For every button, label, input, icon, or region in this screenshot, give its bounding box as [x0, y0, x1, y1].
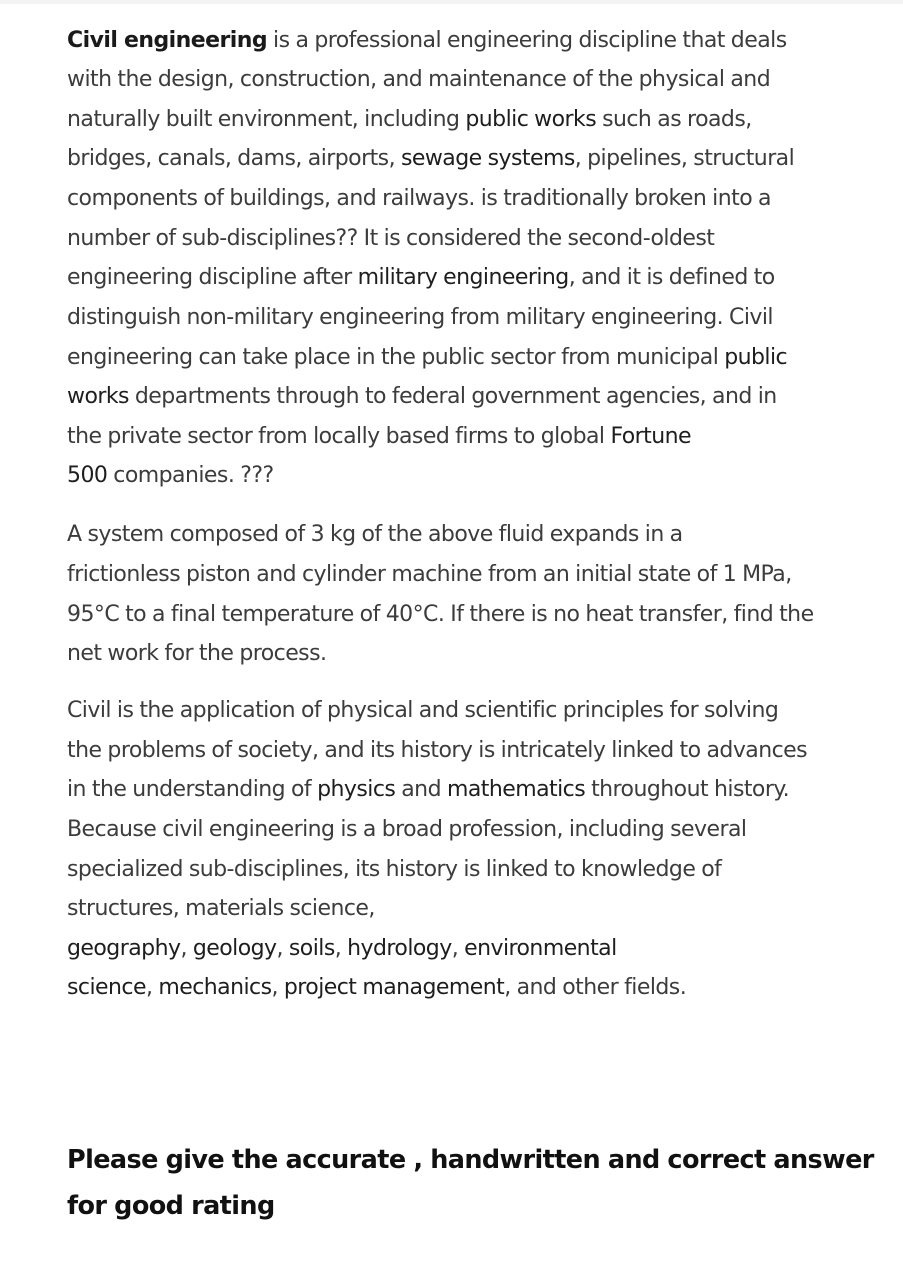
link-fortune-500-cont[interactable]: 500: [67, 463, 108, 488]
link-public-works-2-cont[interactable]: works: [67, 384, 129, 409]
text-line: engineering can take place in the public sector from municipal public: [67, 345, 788, 370]
request-line: Please give the accurate , handwritten and correct answer: [67, 1145, 874, 1175]
text-line: science, mechanics, project management, and other fields.: [67, 975, 687, 1000]
text-line: 500 companies. ???: [67, 463, 274, 488]
link-geography[interactable]: geography: [67, 936, 181, 961]
text-line: frictionless piston and cylinder machine from an initial state of 1 MPa,: [67, 562, 792, 587]
text-line: number of sub-disciplines?? It is considered the second-oldest: [67, 226, 715, 251]
link-mathematics[interactable]: mathematics: [446, 777, 586, 802]
text-line: the private sector from locally based firms to global Fortune: [67, 424, 692, 449]
text-line: Civil is the application of physical and scientific principles for solving: [67, 698, 779, 723]
link-soils[interactable]: soils: [288, 936, 335, 961]
text-line: in the understanding of physics and mathematics throughout history.: [67, 777, 790, 802]
request-line: for good rating: [67, 1191, 275, 1221]
link-mechanics[interactable]: mechanics: [158, 975, 272, 1000]
link-public-works-2[interactable]: public: [724, 345, 788, 370]
text-line: distinguish non-military engineering from military engineering. Civil: [67, 305, 773, 330]
link-sewage-systems[interactable]: sewage systems: [400, 146, 575, 171]
text-line: Because civil engineering is a broad profession, including several: [67, 817, 747, 842]
link-environmental-science-cont[interactable]: science: [67, 975, 146, 1000]
text-line: geography, geology, soils, hydrology, environmental: [67, 936, 617, 961]
text-line: works departments through to federal government agencies, and in: [67, 384, 777, 409]
link-military-engineering[interactable]: military engineering: [357, 265, 569, 290]
link-fortune-500[interactable]: Fortune: [610, 424, 692, 449]
text-line: naturally built environment, including public works such as roads,: [67, 107, 752, 132]
top-strip: [0, 0, 903, 4]
link-project-management[interactable]: project management: [283, 975, 505, 1000]
text-line: A system composed of 3 kg of the above fluid expands in a: [67, 522, 683, 547]
text-line: structures, materials science,: [67, 896, 375, 921]
link-geology[interactable]: geology: [192, 936, 277, 961]
link-physics[interactable]: physics: [317, 777, 396, 802]
text-line: specialized sub-disciplines, its history is linked to knowledge of: [67, 857, 722, 882]
link-hydrology[interactable]: hydrology: [347, 936, 452, 961]
text-line: engineering discipline after military engineering, and it is defined to: [67, 265, 775, 290]
text-line: bridges, canals, dams, airports, sewage systems, pipelines, structural: [67, 146, 795, 171]
link-public-works[interactable]: public works: [465, 107, 597, 132]
text-line: the problems of society, and its history is intricately linked to advances: [67, 738, 808, 763]
bold-term: Civil engineering: [67, 28, 268, 53]
text-line: with the design, construction, and maintenance of the physical and: [67, 67, 771, 92]
text-line: net work for the process.: [67, 641, 327, 666]
link-environmental-science[interactable]: environmental: [464, 936, 617, 961]
text-line: components of buildings, and railways. is traditionally broken into a: [67, 186, 771, 211]
text-line: 95°C to a final temperature of 40°C. If there is no heat transfer, find the: [67, 602, 814, 627]
text-line: Civil engineering is a professional engineering discipline that deals: [67, 28, 787, 53]
